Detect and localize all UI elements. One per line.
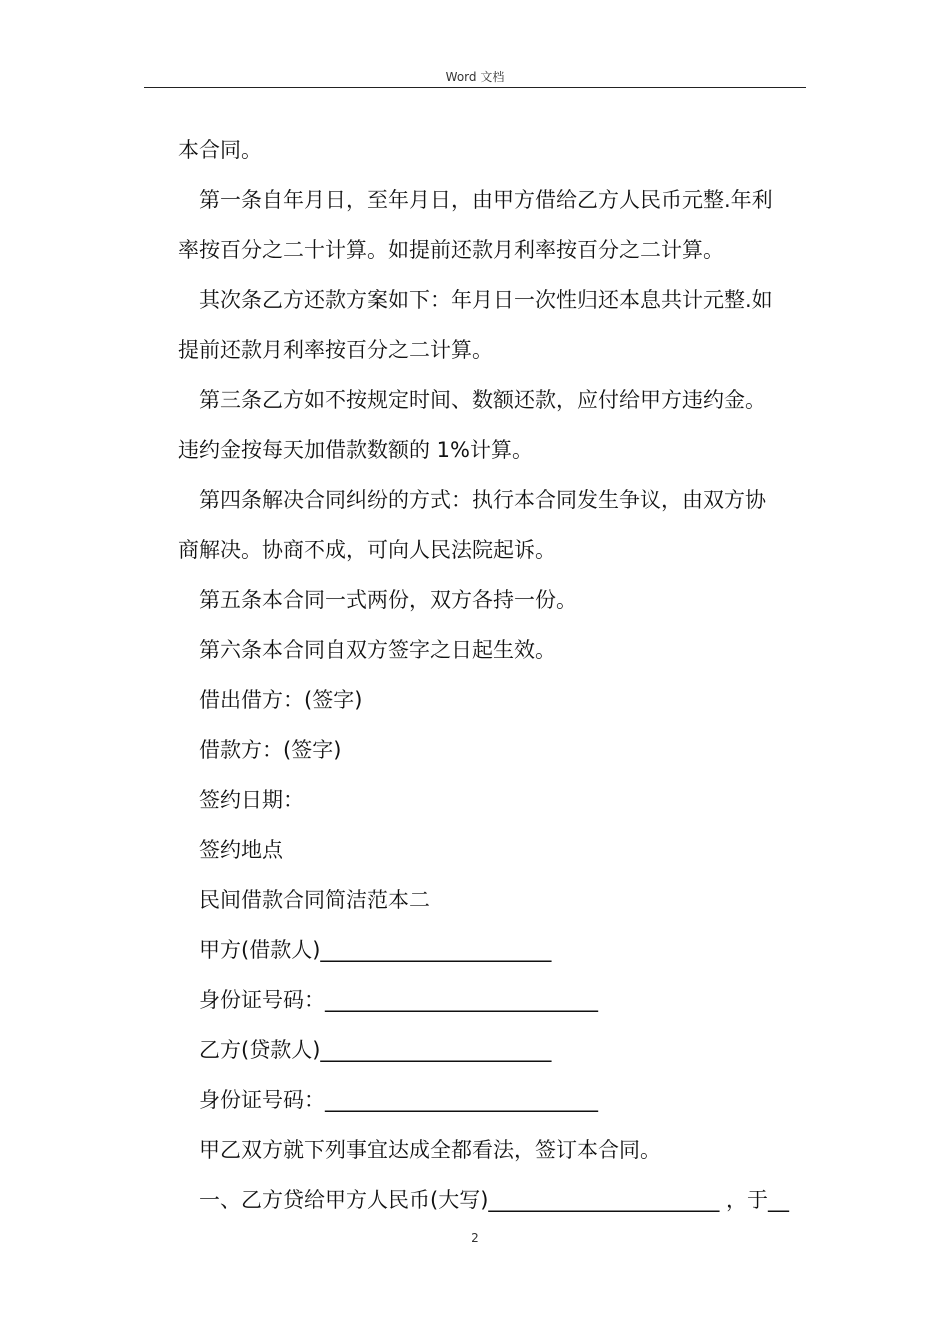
paragraph-line: 身份证号码：__________________________ — [199, 988, 598, 1012]
paragraph-line: 签约地点 — [199, 838, 283, 862]
header-divider — [144, 87, 806, 88]
paragraph-line: 甲乙双方就下列事宜达成全都看法，签订本合同。 — [199, 1138, 661, 1162]
paragraph-line: 一、乙方贷给甲方人民币(大写)______________________ ，于__ — [199, 1188, 790, 1212]
paragraph-line: 率按百分之二十计算。如提前还款月利率按百分之二计算。 — [178, 238, 724, 262]
paragraph-line: 借出借方：(签字) — [199, 688, 363, 712]
paragraph-line: 第六条本合同自双方签字之日起生效。 — [199, 638, 556, 662]
paragraph-line: 商解决。协商不成，可向人民法院起诉。 — [178, 538, 556, 562]
paragraph-line: 第四条解决合同纠纷的方式：执行本合同发生争议，由双方协 — [199, 488, 766, 512]
paragraph-line: 违约金按每天加借款数额的 1%计算。 — [178, 438, 533, 462]
paragraph-line: 本合同。 — [178, 138, 262, 162]
paragraph-line: 第五条本合同一式两份，双方各持一份。 — [199, 588, 577, 612]
paragraph-line: 民间借款合同简洁范本二 — [199, 888, 430, 912]
paragraph-line: 第三条乙方如不按规定时间、数额还款，应付给甲方违约金。 — [199, 388, 766, 412]
page-header-title: Word 文档 — [445, 70, 505, 84]
paragraph-line: 借款方：(签字) — [199, 738, 342, 762]
paragraph-line: 身份证号码：__________________________ — [199, 1088, 598, 1112]
document-body — [178, 125, 810, 1225]
paragraph-line: 签约日期： — [199, 788, 304, 812]
paragraph-line: 第一条自年月日，至年月日，由甲方借给乙方人民币元整.年利 — [199, 188, 773, 212]
paragraph-line: 提前还款月利率按百分之二计算。 — [178, 338, 493, 362]
paragraph-line: 其次条乙方还款方案如下：年月日一次性归还本息共计元整.如 — [199, 288, 773, 312]
paragraph-line: 甲方(借款人)______________________ — [199, 938, 552, 962]
paragraph-line: 乙方(贷款人)______________________ — [199, 1038, 552, 1062]
page-number: 2 — [471, 1231, 479, 1245]
